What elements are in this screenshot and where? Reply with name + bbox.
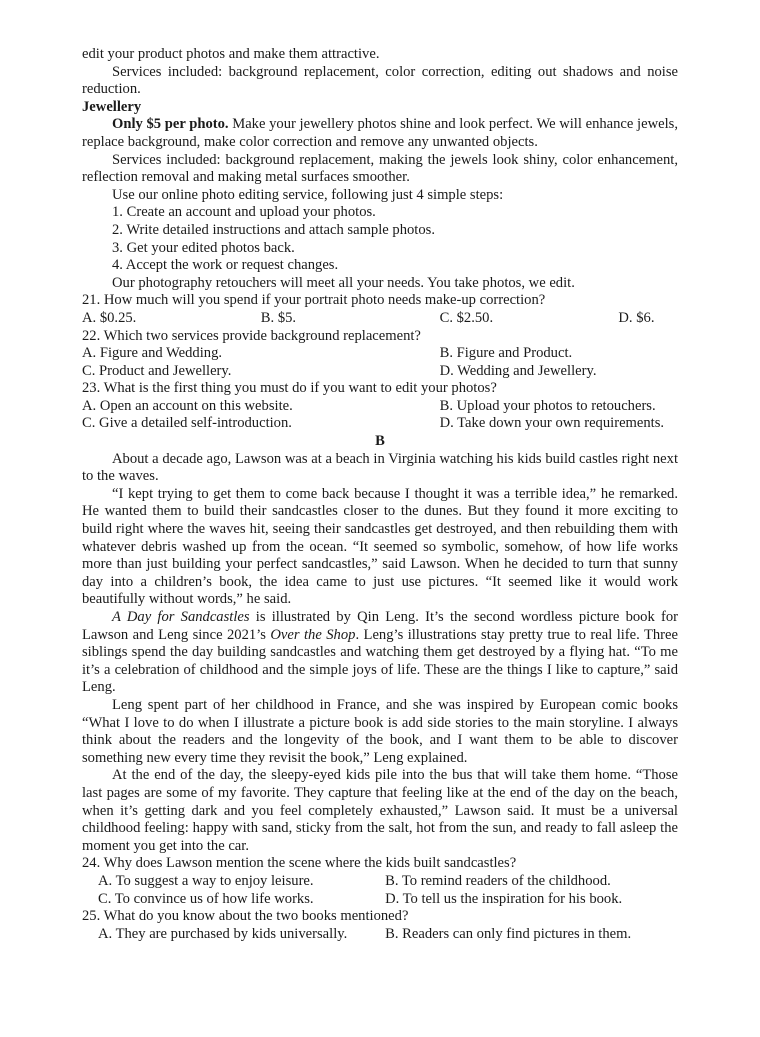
option-c: C. To convince us of how life works. [98,890,314,907]
jewellery-desc-text: Make your jewellery photos shine and look perfect. We will enhance jewels, replace background, make color correction and remove any unwanted objects. [82,116,678,150]
book-title-sandcastles: A Day for Sandcastles [112,609,250,625]
jewellery-services: Services included: background replacement, making the jewels look shiny, color enhancement, reflection removal and making metal surfaces smoother. [82,151,678,186]
option-d: D. To tell us the inspiration for his book. [385,890,623,907]
question-25: 25. What do you know about the two books mentioned? [82,908,409,925]
step-item: 2. Write detailed instructions and attach sample photos. [112,221,435,238]
steps-closing: Our photography retouchers will meet all your needs. You take photos, we edit. [112,274,575,291]
question-25-options [82,926,678,944]
jewellery-description [82,116,678,151]
page-content [82,46,678,943]
option-a: A. Open an account on this website. [82,397,293,414]
option-b: B. Upload your photos to retouchers. [439,397,656,414]
question-23-options [82,398,678,433]
passage-paragraph-3 [82,609,678,697]
passage-paragraph-1: About a decade ago, Lawson was at a beach in Virginia watching his kids build castles right next to the waves. [82,450,678,485]
question-23: 23. What is the first thing you must do if you want to edit your photos? [82,380,497,397]
option-d: D. Take down your own requirements. [439,415,665,432]
question-22-options [82,345,678,380]
steps-intro: Use our online photo editing service, following just 4 simple steps: [112,186,504,203]
question-24: 24. Why does Lawson mention the scene where the kids built sandcastles? [82,855,517,872]
question-21: 21. How much will you spend if your portrait photo needs make-up correction? [82,292,546,309]
question-22: 22. Which two services provide background replacement? [82,327,421,344]
question-24-options [82,873,678,908]
jewellery-price: Only $5 per photo. [112,116,229,133]
step-item: 3. Get your edited photos back. [112,239,295,256]
option-a: A. They are purchased by kids universally. [98,925,348,942]
passage-paragraph-2: “I kept trying to get them to come back because I thought it was a terrible idea,” he remarked. He wanted them to build their sandcastles closer to the dunes. But they found it more exciting to build right where the waves hit, seeing their sandcastles get destroyed, and then rebuilding them with whatever debris washed up from the ocean. “It seemed so symbolic, somehow, of how life works more than just building your perfect sandcastles,” said Lawson. When he decided to turn that sunny day into a children’s book, the idea came to just use pictures. “It seemed like it would work beautifully without words,” he said. [82,485,678,608]
paragraph-3-text-a: is illustrated by Qin Leng. It’s the second wordless picture book for Lawson and Leng since 2021’s [82,609,678,643]
option-b: B. $5. [260,309,297,326]
option-b: B. Readers can only find pictures in them. [385,925,632,942]
paragraph-3-text-b: . Leng’s illustrations stay pretty true to real life. Three siblings spend the day building sandcastles and watching them get destroyed by a flying hat. “To me it’s a celebration of childhood and the simple joys of life. These are the things I like to capture,” said Leng. [82,626,678,696]
option-a: A. To suggest a way to enjoy leisure. [98,872,314,889]
step-item: 4. Accept the work or request changes. [112,257,339,274]
option-a: A. Figure and Wedding. [82,345,223,362]
passage-paragraph-4: Leng spent part of her childhood in France, and she was inspired by European comic books “What I love to do when I illustrate a picture book is add side stories to the main storyline. I always think about the readers and the longevity of the book, and I want them to be able to discover something new every time they revisit the book,” Leng explained. [82,696,678,766]
passage-paragraph-5: At the end of the day, the sleepy-eyed kids pile into the bus that will take them home. “Those last pages are some of my favorite. They capture that feeling like at the end of the day on the beach, when it’s getting dark and you feel completely exhausted,” Lawson said. It must be a universal childhood feeling: happy with sand, sticky from the salt, hot from the sun, and ready to fall asleep the moment you get into the car. [82,767,678,854]
product-services: Services included: background replacement, color correction, editing out shadows and noise reduction. [82,63,678,98]
option-b: B. Figure and Product. [439,345,573,362]
option-d: D. Wedding and Jewellery. [439,362,597,379]
book-title-shop: Over the Shop [270,626,356,643]
section-b-label: B [375,433,385,450]
option-d: D. $6. [618,309,655,326]
step-item: 1. Create an account and upload your photos. [112,204,376,221]
intro-line: edit your product photos and make them attractive. [82,46,380,62]
option-c: C. Product and Jewellery. [82,362,232,379]
option-b: B. To remind readers of the childhood. [385,872,611,889]
jewellery-heading: Jewellery [82,98,142,115]
option-c: C. Give a detailed self-introduction. [82,415,292,432]
option-c: C. $2.50. [439,309,494,326]
question-21-options [82,310,678,328]
option-a: A. $0.25. [82,309,137,326]
